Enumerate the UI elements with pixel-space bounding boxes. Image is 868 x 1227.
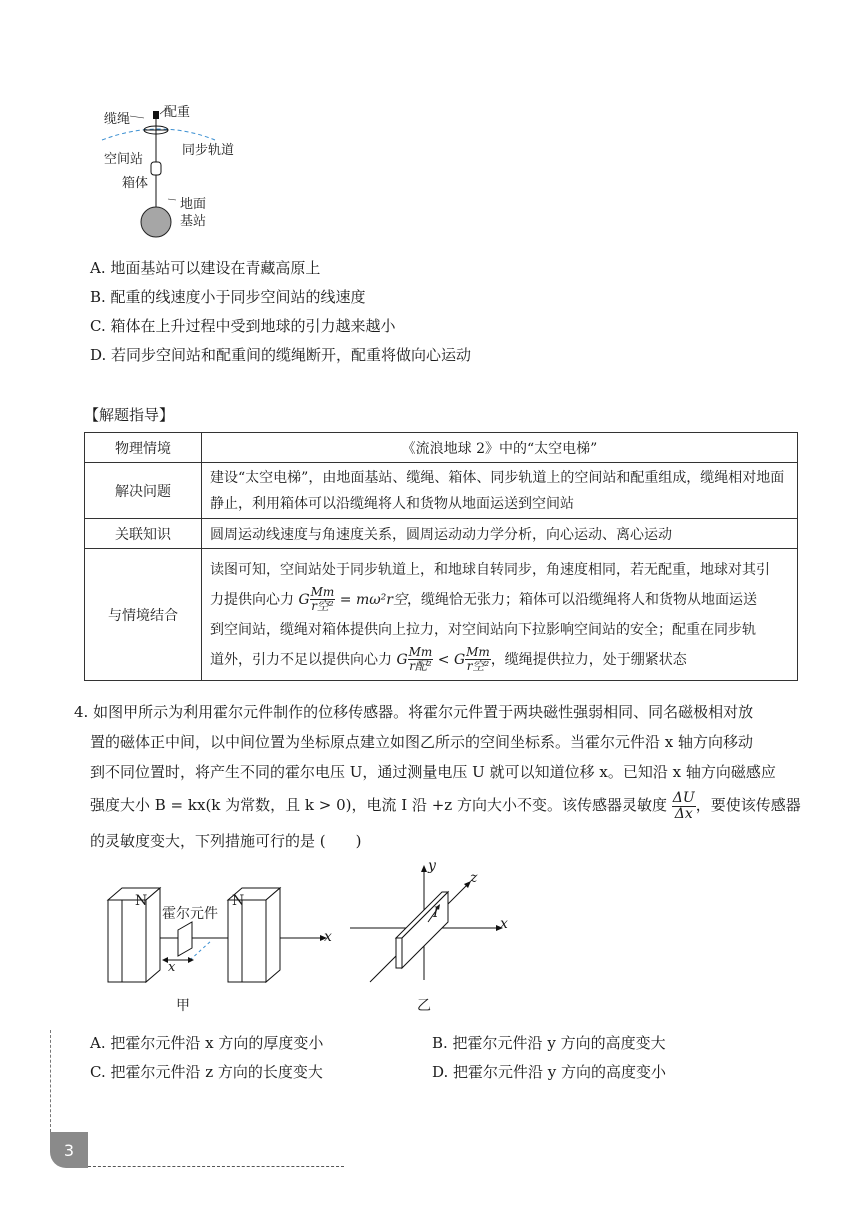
sensitivity-fraction [672, 791, 696, 822]
label-ground-1: 地面 [180, 197, 207, 212]
label-cable: 缆绳 [104, 112, 131, 127]
context-line2 [210, 585, 789, 615]
equation-rhs: = mω²r空 [339, 591, 407, 608]
q3-option-d: D. 若同步空间站和配重间的缆绳断开，配重将做向心运动 [90, 346, 472, 364]
q4-option-a: A. 把霍尔元件沿 x 方向的厚度变小 [90, 1034, 324, 1052]
gravity-const-g-2: G [396, 651, 408, 668]
label-counterweight: 配重 [164, 105, 191, 120]
q3-option-c: C. 箱体在上升过程中受到地球的引力越来越小 [90, 317, 396, 335]
context-line2-b: ，缆绳恰无张力；箱体可以沿缆绳将人和货物从地面运送 [406, 591, 757, 608]
fraction-den-2: r配² [409, 659, 432, 673]
fig-yi-x: x [500, 916, 508, 932]
guide-val-context [202, 549, 798, 681]
fraction-num-2: Mm [408, 645, 433, 659]
guide-key-problem: 解决问题 [85, 463, 202, 519]
box-body [151, 162, 161, 175]
guide-val-scenario: 《流浪地球 2》中的“太空电梯” [202, 433, 798, 463]
q4-option-b: B. 把霍尔元件沿 y 方向的高度变大 [432, 1034, 666, 1052]
q4-line4-b: ，要使该传感器 [695, 796, 801, 814]
fig-jia-x-small: x [168, 960, 176, 975]
fig-jia-hall-label: 霍尔元件 [162, 906, 218, 922]
gravity-const-g-3: G [453, 651, 466, 668]
fraction-mm-rkong [310, 586, 336, 613]
guide-val-problem-line1: 建设“太空电梯”，由地面基站、缆绳、箱体、同步轨道上的空间站和配重组成，缆绳相对地面 [210, 469, 785, 486]
fraction-num: Mm [310, 585, 335, 599]
fraction-mm-rkong-2 [465, 646, 491, 673]
guide-title: 【解题指导】 [84, 406, 175, 424]
context-line2-a: 力提供向心力 [210, 591, 294, 608]
sensitivity-num: ΔU [672, 789, 695, 806]
fig-yi-z: z [470, 870, 478, 886]
fig-jia-n-left: N [135, 893, 148, 909]
guide-key-scenario: 物理情境 [85, 433, 202, 463]
fraction-den: r空² [311, 599, 334, 613]
hall-element [178, 922, 192, 956]
context-line1: 读图可知，空间站处于同步轨道上，和地球自转同步，角速度相同，若无配重，地球对其引 [210, 561, 770, 578]
guide-val-problem-line2: 静止，利用箱体可以沿缆绳将人和货物从地面运送到空间站 [210, 495, 574, 512]
sensitivity-den: Δx [674, 805, 693, 822]
q4-line3: 到不同位置时，将产生不同的霍尔电压 U，通过测量电压 U 就可以知道位移 x。已知沿 x 轴方向磁感应 [90, 763, 776, 781]
q4-line5: 的灵敏度变大，下列措施可行的是 ( ) [90, 832, 362, 850]
fig-yi-y: y [428, 858, 436, 874]
q4-line1: 4. 如图甲所示为利用霍尔元件制作的位移传感器。将霍尔元件置于两块磁性强弱相同、同名磁极相对放 [74, 703, 754, 721]
counterweight-block [153, 111, 159, 119]
fig-jia-caption: 甲 [176, 998, 190, 1014]
q4-line4 [90, 790, 801, 822]
hall-element-3d [396, 892, 448, 968]
fraction-mm-rpei [408, 646, 434, 673]
fig-yi-current: I [433, 905, 439, 921]
context-line4 [210, 645, 789, 675]
left-magnet [108, 888, 160, 982]
q3-option-b: B. 配重的线速度小于同步空间站的线速度 [90, 288, 366, 306]
q4-line4-a: 强度大小 B = kx(k 为常数，且 k > 0)，电流 I 沿 +z 方向大小不变。该传感器灵敏度 [90, 796, 667, 814]
q3-option-a: A. 地面基站可以建设在青藏高原上 [90, 259, 321, 277]
guide-val-knowledge: 圆周运动线速度与角速度关系，圆周运动动力学分析，向心运动、离心运动 [202, 519, 798, 549]
q4-line2: 置的磁体正中间，以中间位置为坐标原点建立如图乙所示的空间坐标系。当霍尔元件沿 x 轴方向移动 [90, 733, 754, 751]
q4-option-c: C. 把霍尔元件沿 z 方向的长度变大 [90, 1063, 323, 1081]
fig-jia-n-right: N [232, 893, 245, 909]
label-space-station: 空间站 [104, 152, 144, 167]
label-box: 箱体 [122, 176, 149, 191]
context-line4-b: ，缆绳提供拉力，处于绷紧状态 [490, 651, 687, 668]
context-line3: 到空间站，缆绳对箱体提供向上拉力，对空间站向下拉影响空间站的安全；配重在同步轨 [210, 621, 756, 638]
guide-val-problem [202, 463, 798, 519]
earth-circle [141, 207, 171, 237]
page-number: 3 [50, 1132, 88, 1168]
guide-key-knowledge: 关联知识 [85, 519, 202, 549]
less-than-sign: < [437, 651, 450, 668]
fig-yi-caption: 乙 [417, 998, 431, 1014]
guide-table [84, 432, 798, 681]
fraction-den-3: r空² [466, 659, 490, 673]
q4-option-d: D. 把霍尔元件沿 y 方向的高度变小 [432, 1063, 667, 1081]
page-margin-dashed-line [50, 1030, 51, 1132]
gravity-const-g: G [298, 591, 310, 608]
footer-dashed-line [88, 1166, 344, 1167]
fig-jia-x-axis: x [324, 929, 332, 945]
figure-yi [350, 860, 520, 990]
context-line4-a: 道外，引力不足以提供向心力 [210, 651, 392, 668]
fraction-num-3: Mm [466, 645, 490, 659]
label-sync-orbit: 同步轨道 [182, 143, 235, 158]
label-ground-2: 基站 [180, 214, 207, 229]
guide-key-context: 与情境结合 [85, 549, 202, 681]
